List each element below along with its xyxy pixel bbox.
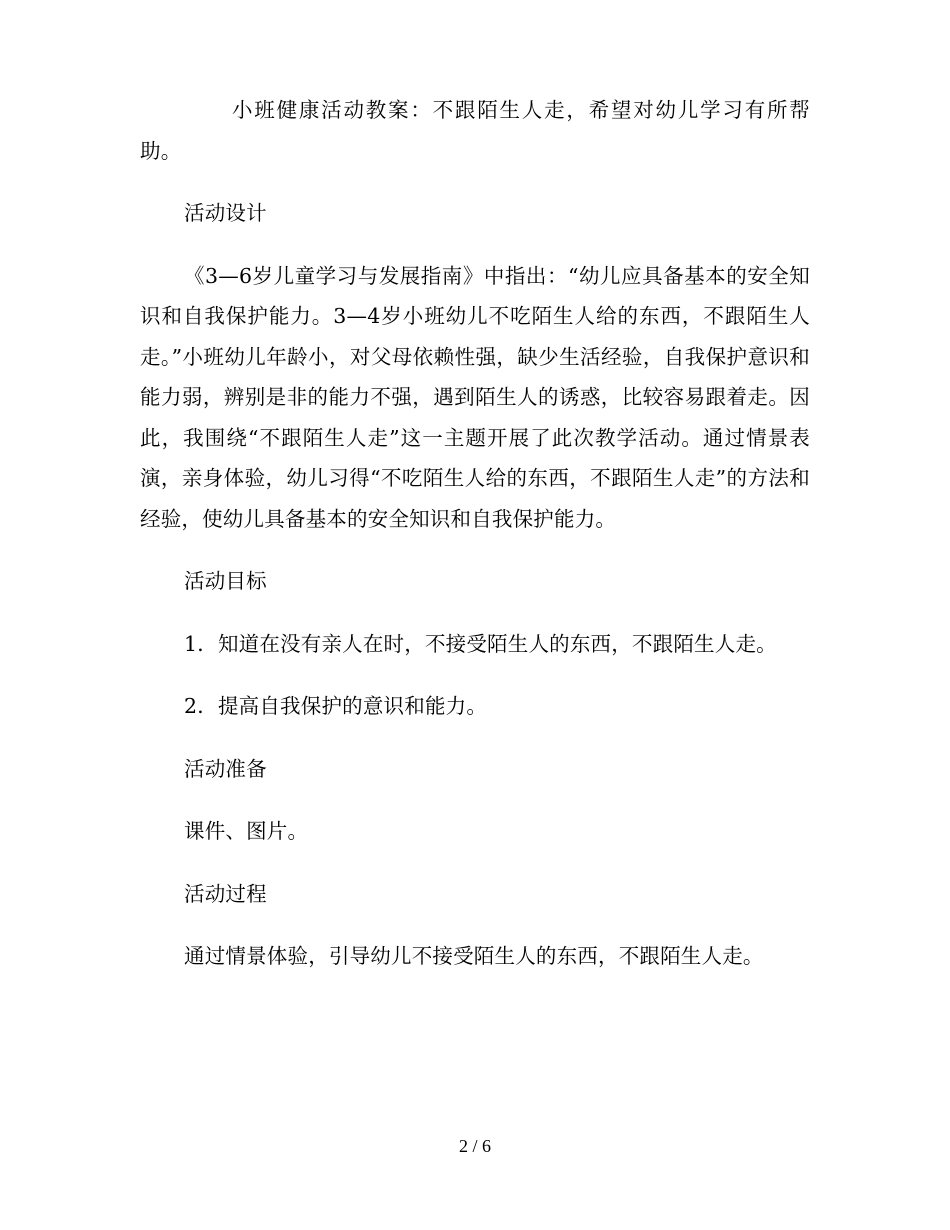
document-body	[140, 90, 810, 977]
page-number: 2 / 6	[458, 1136, 491, 1156]
design-heading: 活动设计	[184, 201, 267, 225]
intro-paragraph: 小班健康活动教案：不跟陌生人走，希望对幼儿学习有所帮助。	[140, 98, 810, 163]
goal-item-1: 1．知道在没有亲人在时，不接受陌生人的东西，不跟陌生人走。	[184, 631, 777, 656]
prep-paragraph: 课件、图片。	[184, 819, 309, 843]
goal-item-2: 2．提高自我保护的意识和能力。	[184, 694, 488, 718]
process-paragraph: 通过情景体验，引导幼儿不接受陌生人的东西，不跟陌生人走。	[184, 944, 764, 968]
process-heading: 活动过程	[184, 881, 267, 906]
design-paragraph: 《3—6岁儿童学习与发展指南》中指出：“幼儿应具备基本的安全知识和自我保护能力。3—4岁小班幼儿不吃陌生人给的东西，不跟陌生人走。”小班幼儿年龄小，对父母依赖性强，缺少生活经验，自我保护意识和能力弱，辨别是非的能力不强，遇到陌生人的诱惑，比较容易跟着走。因此，我围绕“不跟陌生人走”这一主题开展了此次教学活动。通过情景表演，亲身体验，幼儿习得“不吃陌生人给的东西，不跟陌生人走”的方法和经验，使幼儿具备基本的安全知识和自我保护能力。	[140, 263, 810, 531]
goals-heading: 活动目标	[184, 569, 267, 593]
prep-heading: 活动准备	[184, 756, 267, 781]
